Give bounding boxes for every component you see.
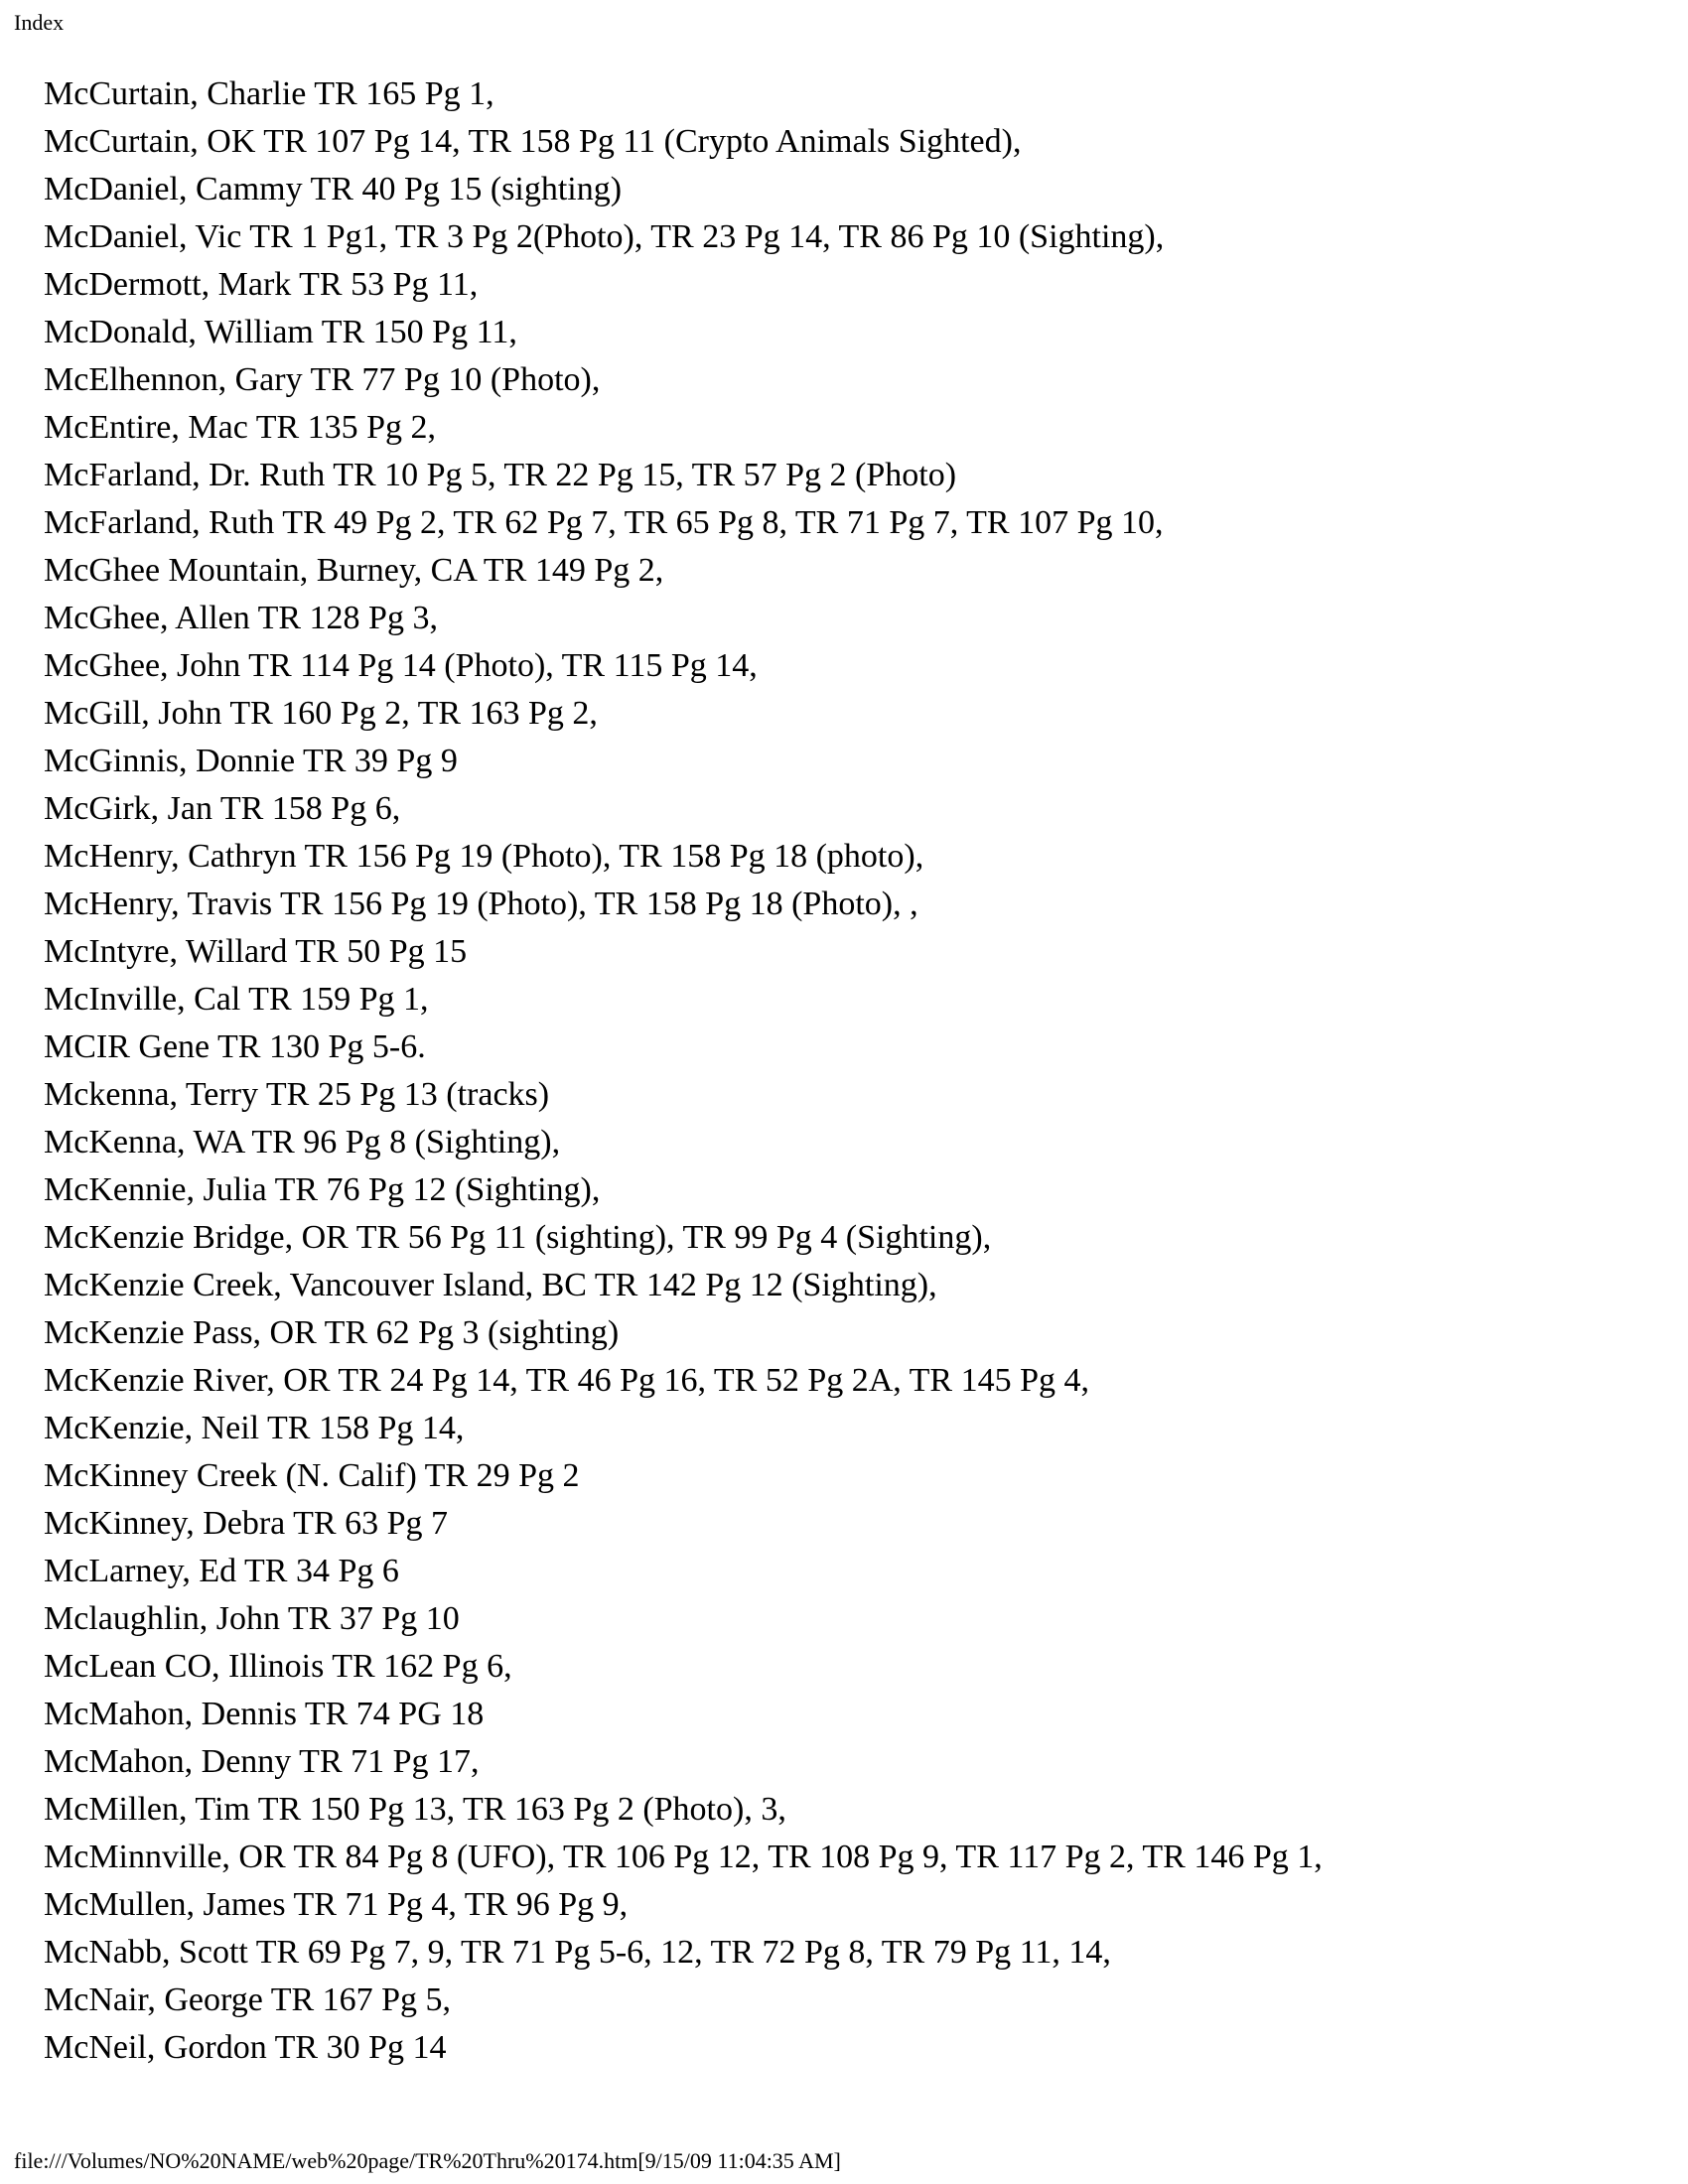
index-entry: McGhee, John TR 114 Pg 14 (Photo), TR 115 Pg 14, bbox=[44, 647, 758, 684]
index-entry: McMahon, Denny TR 71 Pg 17, bbox=[44, 1743, 480, 1780]
index-entry: McIntyre, Willard TR 50 Pg 15 bbox=[44, 933, 468, 970]
index-entry: McCurtain, OK TR 107 Pg 14, TR 158 Pg 11 (Crypto Animals Sighted), bbox=[44, 123, 1022, 160]
index-entry: McGill, John TR 160 Pg 2, TR 163 Pg 2, bbox=[44, 695, 598, 732]
index-entry: McKenzie Pass, OR TR 62 Pg 3 (sighting) bbox=[44, 1314, 620, 1351]
index-entry: McInville, Cal TR 159 Pg 1, bbox=[44, 981, 429, 1018]
index-entry: McDermott, Mark TR 53 Pg 11, bbox=[44, 266, 479, 303]
index-entry: McDaniel, Vic TR 1 Pg1, TR 3 Pg 2(Photo), TR 23 Pg 14, TR 86 Pg 10 (Sighting), bbox=[44, 218, 1165, 255]
index-entry: McGinnis, Donnie TR 39 Pg 9 bbox=[44, 743, 458, 779]
index-entry: McNeil, Gordon TR 30 Pg 14 bbox=[44, 2029, 447, 2066]
index-entry: McFarland, Ruth TR 49 Pg 2, TR 62 Pg 7, TR 65 Pg 8, TR 71 Pg 7, TR 107 Pg 10, bbox=[44, 504, 1164, 541]
index-entry: McDonald, William TR 150 Pg 11, bbox=[44, 314, 517, 350]
index-entry: McKenna, WA TR 96 Pg 8 (Sighting), bbox=[44, 1124, 561, 1160]
index-entry: McGhee, Allen TR 128 Pg 3, bbox=[44, 600, 438, 636]
index-entry-list bbox=[44, 70, 1672, 2072]
index-entry: McElhennon, Gary TR 77 Pg 10 (Photo), bbox=[44, 361, 601, 398]
index-entry: McKennie, Julia TR 76 Pg 12 (Sighting), bbox=[44, 1171, 601, 1208]
index-entry: Mckenna, Terry TR 25 Pg 13 (tracks) bbox=[44, 1076, 550, 1113]
index-entry: McMinnville, OR TR 84 Pg 8 (UFO), TR 106 Pg 12, TR 108 Pg 9, TR 117 Pg 2, TR 146 Pg 1, bbox=[44, 1839, 1323, 1875]
index-entry: McDaniel, Cammy TR 40 Pg 15 (sighting) bbox=[44, 171, 623, 207]
index-entry: McNabb, Scott TR 69 Pg 7, 9, TR 71 Pg 5-6, 12, TR 72 Pg 8, TR 79 Pg 11, 14, bbox=[44, 1934, 1111, 1971]
index-entry: McKenzie Bridge, OR TR 56 Pg 11 (sighting), TR 99 Pg 4 (Sighting), bbox=[44, 1219, 992, 1256]
index-entry: McLarney, Ed TR 34 Pg 6 bbox=[44, 1553, 399, 1589]
index-entry: McHenry, Cathryn TR 156 Pg 19 (Photo), TR 158 Pg 18 (photo), bbox=[44, 838, 924, 875]
index-entry: McKinney Creek (N. Calif) TR 29 Pg 2 bbox=[44, 1457, 580, 1494]
index-entry: McFarland, Dr. Ruth TR 10 Pg 5, TR 22 Pg 15, TR 57 Pg 2 (Photo) bbox=[44, 457, 957, 493]
index-entry: McEntire, Mac TR 135 Pg 2, bbox=[44, 409, 437, 446]
page-header-title: Index bbox=[14, 10, 65, 35]
index-entry: McMahon, Dennis TR 74 PG 18 bbox=[44, 1696, 485, 1732]
index-entry: McLean CO, Illinois TR 162 Pg 6, bbox=[44, 1648, 512, 1685]
index-entry: McKenzie Creek, Vancouver Island, BC TR 142 Pg 12 (Sighting), bbox=[44, 1267, 937, 1303]
index-entry: McGirk, Jan TR 158 Pg 6, bbox=[44, 790, 401, 827]
index-entry: McCurtain, Charlie TR 165 Pg 1, bbox=[44, 75, 494, 112]
index-entry: McNair, George TR 167 Pg 5, bbox=[44, 1981, 452, 2018]
page-footer-path: file:///Volumes/NO%20NAME/web%20page/TR%20Thru%20174.htm[9/15/09 11:04:35 AM] bbox=[14, 2148, 841, 2173]
index-entry: MCIR Gene TR 130 Pg 5-6. bbox=[44, 1028, 426, 1065]
index-entry: McKenzie, Neil TR 158 Pg 14, bbox=[44, 1410, 465, 1446]
index-entry: McMillen, Tim TR 150 Pg 13, TR 163 Pg 2 (Photo), 3, bbox=[44, 1791, 786, 1828]
index-entry: McKenzie River, OR TR 24 Pg 14, TR 46 Pg 16, TR 52 Pg 2A, TR 145 Pg 4, bbox=[44, 1362, 1090, 1399]
index-entry: McMullen, James TR 71 Pg 4, TR 96 Pg 9, bbox=[44, 1886, 629, 1923]
index-entry: McHenry, Travis TR 156 Pg 19 (Photo), TR 158 Pg 18 (Photo), , bbox=[44, 886, 918, 922]
index-entry: McKinney, Debra TR 63 Pg 7 bbox=[44, 1505, 449, 1542]
index-entry: McGhee Mountain, Burney, CA TR 149 Pg 2, bbox=[44, 552, 664, 589]
index-entry: Mclaughlin, John TR 37 Pg 10 bbox=[44, 1600, 460, 1637]
